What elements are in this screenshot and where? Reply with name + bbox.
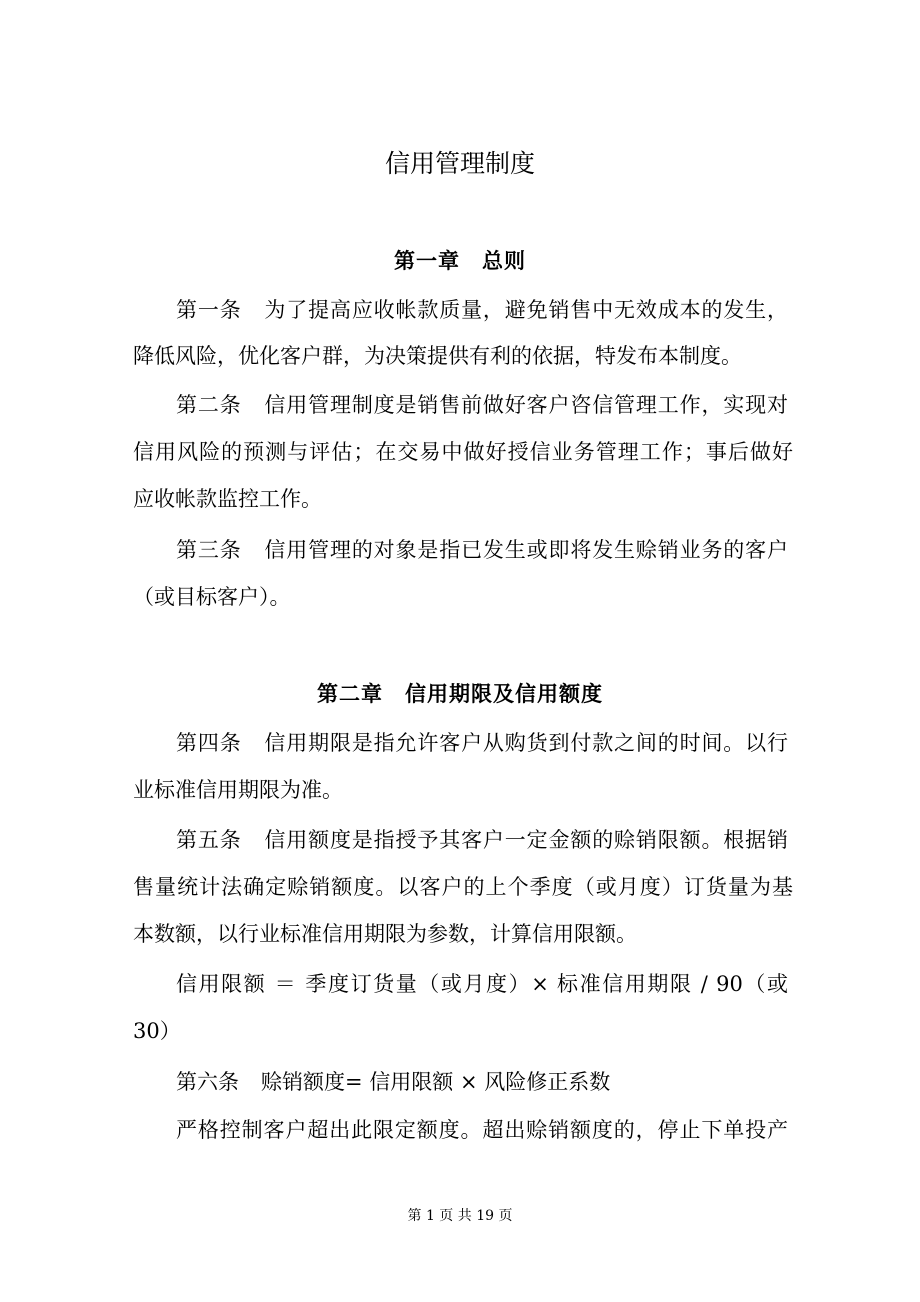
page-footer: 第 1 页 共 19 页 xyxy=(407,1208,513,1224)
article-5-text: 信用额度是指授予其客户一定金额的赊销限额。根据销 xyxy=(263,828,789,852)
article-2-label: 第二条 xyxy=(176,393,242,417)
article-4-text: 信用期限是指允许客户从购货到付款之间的时间。以行 xyxy=(263,731,789,755)
article-5-line-1 xyxy=(176,825,788,855)
article-5-line-3: 本数额，以行业标准信用期限为参数，计算信用限额。 xyxy=(133,922,637,946)
article-2-line-2: 信用风险的预测与评估；在交易中做好授信业务管理工作；事后做好 xyxy=(133,440,793,464)
article-3-label: 第三条 xyxy=(176,538,242,562)
article-4-line-1 xyxy=(176,728,788,758)
article-2-line-3: 应收帐款监控工作。 xyxy=(133,487,322,511)
article-3-text: 信用管理的对象是指已发生或即将发生赊销业务的客户 xyxy=(263,538,789,562)
article-4-line-2: 业标准信用期限为准。 xyxy=(133,778,343,802)
formula-line-2: 30） xyxy=(133,1019,181,1043)
article-2-text: 信用管理制度是销售前做好客户咨信管理工作，实现对 xyxy=(263,393,789,417)
article-3-line-1 xyxy=(176,535,788,565)
formula-line-1: 信用限额 ＝ 季度订货量（或月度）× 标准信用期限 / 90（或 xyxy=(176,972,788,996)
document-title: 信用管理制度 xyxy=(384,149,535,178)
chapter-2-heading: 第二章 信用期限及信用额度 xyxy=(317,681,603,706)
article-6-label: 第六条 xyxy=(176,1070,239,1094)
article-5-label: 第五条 xyxy=(176,828,242,852)
article-1-text: 为了提高应收帐款质量，避免销售中无效成本的发生， xyxy=(263,298,789,322)
article-2-line-1 xyxy=(176,390,788,420)
article-1-line-1 xyxy=(176,295,788,325)
article-1-line-2: 降低风险，优化客户群，为决策提供有利的依据，特发布本制度。 xyxy=(133,344,742,368)
article-6-text: 赊销额度= 信用限额 × 风险修正系数 xyxy=(261,1070,611,1094)
article-6-line-1 xyxy=(176,1067,788,1097)
article-3-line-2: （或目标客户）。 xyxy=(133,585,291,609)
credit-note-line-1: 严格控制客户超出此限定额度。超出赊销额度的，停止下单投产 xyxy=(176,1118,788,1142)
article-4-label: 第四条 xyxy=(176,731,242,755)
article-1-label: 第一条 xyxy=(176,298,242,322)
article-5-line-2: 售量统计法确定赊销额度。以客户的上个季度（或月度）订货量为基 xyxy=(133,875,793,899)
chapter-1-heading: 第一章 总则 xyxy=(394,248,526,273)
